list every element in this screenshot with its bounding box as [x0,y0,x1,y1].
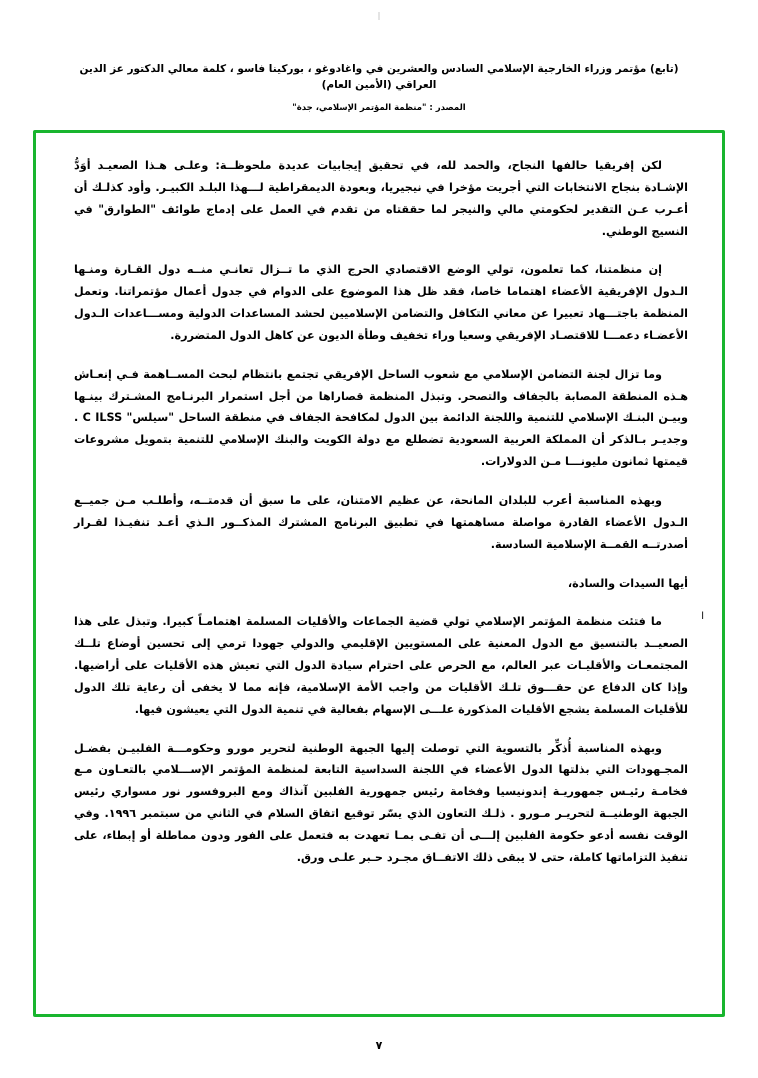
paragraph-4: وبهذه المناسبة أعرب للبلدان المانحة، عن عظيم الامتنان، على ما سبق أن قدمتــه، وأطلـب مـن جميــع الـدول الأعضاء القادرة مواصلة مساهمتها في تطبيق البرنامج المشترك المذكــور الـذي أعـد تنفيـذا لقـرار أصدرتــه القمــة الإسلامية السادسة. [74,493,688,551]
paragraph-1: لكن إفريقيا حالفها النجاح، والحمد لله، في تحقيق إيجابيات عديدة ملحوظــة: وعلـى هـذا الصعيـد أوَدُّ الإشـادة بنجاح الانتخابات التي أجريت مؤخرا في نيجيريا، وبعودة الديمقراطية لـــهذا البلـد الكبيـر. وأود كذلـك أن أعـرب عـن التقدير لحكومتي مالي والنيجر لما حققتاه من تقدم في العمل على إدماج طوائف "الطوارق" في النسيج الوطني. [74,159,688,238]
document-body [74,155,704,886]
content-frame [33,130,725,1017]
paragraph-3: وما تزال لجنة التضامن الإسلامي مع شعوب الساحل الإفريقي تجتمع بانتظام لبحث المســاهمة فـي إنعـاش هـذه المنطقة المصابة بالجفاف والتصحر. وتبذل المنظمة قصاراها من أجل استمرار البرنـامج المشـترك بينـها وبيـن البنـك الإسلامي للتنمية واللجنة الدائمة بين الدول لمكافحة الجفاف في منطقة الساحل "سيلس" C ILSS . وجديـر بـالذكر أن المملكة العربية السعودية تضطلع مع دولة الكويت والبنك الإسلامي للتنمية بتمويل مشروعات قيمتها ثمانون مليونـــا مـن الدولارات. [74,367,688,469]
salutation: أيها السيدات والسادة، [567,576,688,590]
header-source: المصدر : "منظمة المؤتمر الإسلامي، جدة" [292,102,466,113]
margin-mark: ا [701,611,704,623]
paragraph-2: إن منظمتنا، كما تعلمون، تولي الوضع الاقتصادي الحرج الذي ما تــزال تعانـي منــه دول القـارة ومنـها الـدول الإفريقية الأعضاء اهتماما خاصا، فقد ظل هذا الموضوع على الدوام في جدول أعمال مؤتمراتنا. وتعمل المنظمة باجتـــهاد تعبيرا عن معاني التكافل والتضامن الإسلاميين لحشد المساعدات الدولية ومســـاعدات الـدول الأعضـاء دعمـــا للاقتصـاد الإفريقي وسعيا وراء تخفيف وطأة الديون عن كاهل الدول المتضررة. [74,263,688,342]
paragraph-5: ما فتئت منظمة المؤتمر الإسلامي تولي قضية الجماعات والأقليات المسلمة اهتمامـاً كبيرا. وتبذل على هذا الصعيــد بالتنسيق مع الدول المعنية على المستويين الإقليمي والدولي جهودا ترمي إلى تحسين أوضاع تلــك المجتمعـات والأقليـات عبر العالم، مع الحرص على احترام سيادة الدول التي تعيش هذه الأقليات على أراضيها. وإذا كان الدفاع عن حقـــوق تلـك الأقليات من واجب الأمة الإسلامية، فإنه مما لا يخفى أن رعاية تلك الدول للأقليات المسلمة يشجع الأقليات المذكورة علـــى الإسهام بفعالية في تنمية الدول التي يعيشون فيها. [74,615,688,716]
header-title: (تابع) مؤتمر وزراء الخارجية الإسلامي السادس والعشرين في واغادوغو ، بوركينا فاسو ، كلمة معالي الدكتور عز الدين العراقي (الأمين العام) [79,63,679,91]
page-top-tick [379,12,380,20]
page-number: ٧ [375,1039,383,1052]
paragraph-6: وبهذه المناسبة أُذكِّر بالتسوية التي توصلت إليها الجبهة الوطنية لتحرير مورو وحكومـــة الفلبيـن بفضـل المجـهودات التي بذلتها الدول الأعضاء في اللجنة السداسية التابعة لمنظمة المؤتمر الإســـلامي بالتعـاون مـع فخامـة رئيـس جمهوريـة إندونيسيا وفخامة رئيس جمهورية الفلبين آنذاك ومع البروفسور نور مسواري رئيس الجبهة الوطنيــة لتحريـر مـورو . ذلـك التعاون الذي يسّر توقيع اتفاق السلام في الثاني من سبتمبر ١٩٩٦. وفي الوقت نفسه أدعو حكومة الفلبين إلـــى أن تفـى بمـا تعهدت به فتعمل على الفور ودون مماطلة أو إبطاء، على تنفيذ التزاماتها كاملة، حتى لا يبقى ذلك الاتفــاق مجـرد حـبر علـى ورق. [74,741,688,864]
document-header [70,62,688,113]
